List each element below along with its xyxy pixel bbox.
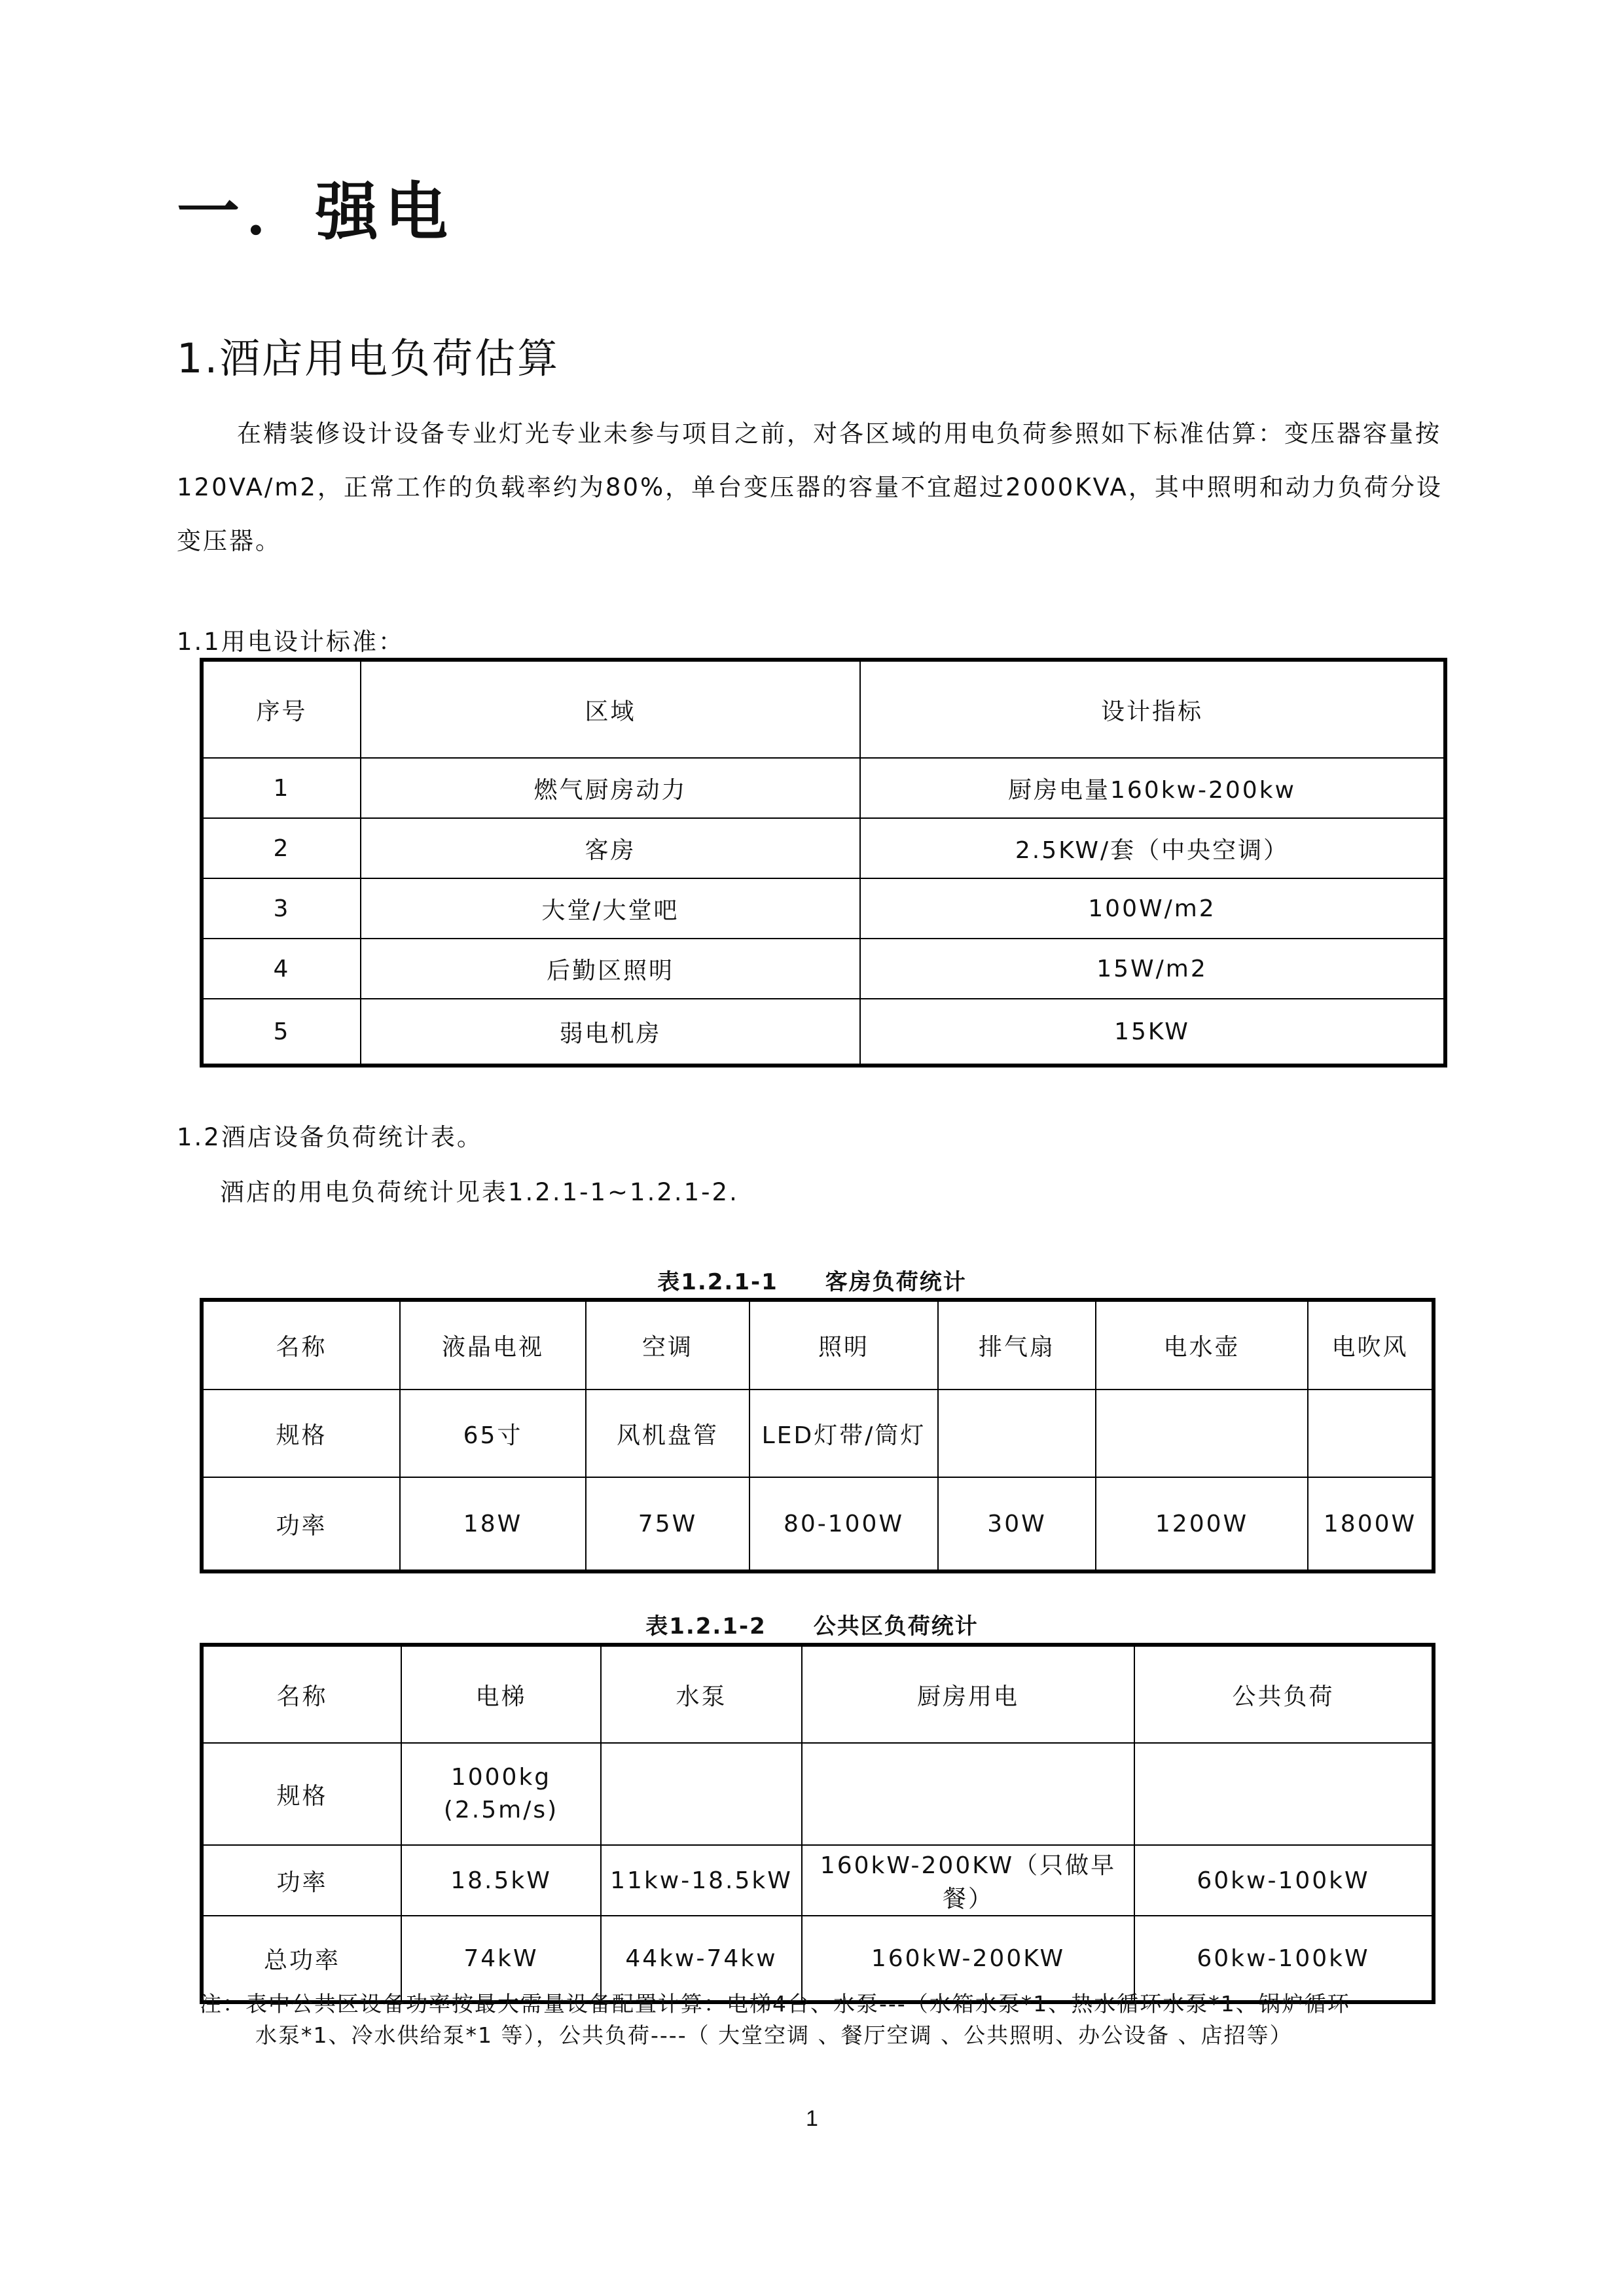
table-header-cell: 水泵 [601, 1645, 802, 1743]
table-cell: 规格 [202, 1390, 400, 1477]
table-header-cell: 公共负荷 [1134, 1645, 1434, 1743]
table-cell: 大堂/大堂吧 [361, 878, 860, 939]
table-row [202, 1477, 1434, 1571]
subsection-1-1-title: 1.1用电设计标准： [177, 628, 405, 656]
table-cell: 160kW-200KW（只做早餐） [802, 1845, 1134, 1916]
intro-paragraph: 在精装修设计设备专业灯光专业未参与项目之前，对各区域的用电负荷参照如下标准估算：变压器容量按120VA/m2，正常工作的负载率约为80%，单台变压器的容量不宜超过2000KVA，其中照明和动力负荷分设变压器。 [177, 420, 1443, 555]
table-cell: 15W/m2 [860, 939, 1445, 999]
table-cell [938, 1390, 1096, 1477]
table-cell: 44kw-74kw [601, 1916, 802, 2002]
spec-line: 1000kg [450, 1764, 552, 1791]
table-cell: 1800W [1308, 1477, 1434, 1571]
table-header-cell: 电吹风 [1308, 1300, 1434, 1390]
spec-line: (2.5m/s) [443, 1797, 559, 1823]
table-header-cell: 设计指标 [860, 660, 1445, 758]
public-area-load-table [200, 1643, 1435, 2004]
design-standard-table [200, 658, 1447, 1067]
table-header-cell: 空调 [586, 1300, 749, 1390]
table-cell: 3 [202, 878, 361, 939]
table-header-cell: 厨房用电 [802, 1645, 1134, 1743]
section-title: 1.酒店用电负荷估算 [177, 334, 560, 382]
table-cell: 2.5KW/套（中央空调） [860, 818, 1445, 878]
table-cell: 2 [202, 818, 361, 878]
table-row [202, 758, 1445, 818]
subsection-1-2-title: 1.2酒店设备负荷统计表。 [177, 1123, 483, 1151]
table-header-cell: 照明 [749, 1300, 938, 1390]
table-caption-public-area: 表1.2.1-2 公共区负荷统计 [645, 1613, 979, 1640]
table-header-row [202, 1300, 1434, 1390]
table-cell: 规格 [202, 1743, 401, 1845]
table-cell: 75W [586, 1477, 749, 1571]
table-header-cell: 液晶电视 [400, 1300, 586, 1390]
table-cell: 100W/m2 [860, 878, 1445, 939]
table-cell: 30W [938, 1477, 1096, 1571]
table-row [202, 1845, 1434, 1916]
note-line: 水泵*1、冷水供给泵*1 等），公共负荷----（ 大堂空调 、餐厅空调 、公共照明、办公设备 、店招等） [255, 2022, 1293, 2048]
table-cell: 总功率 [202, 1916, 401, 2002]
table-cell: 后勤区照明 [361, 939, 860, 999]
table-cell: 160kW-200KW [802, 1916, 1134, 2002]
table-cell: 功率 [202, 1845, 401, 1916]
table-header-cell: 名称 [202, 1300, 400, 1390]
table-cell: 80-100W [749, 1477, 938, 1571]
table-row [202, 1390, 1434, 1477]
table-header-row [202, 660, 1445, 758]
table-cell [401, 1743, 601, 1845]
table-cell: 74kW [401, 1916, 601, 2002]
table-cell: 11kw-18.5kW [601, 1845, 802, 1916]
table-header-cell: 序号 [202, 660, 361, 758]
table-cell: 1200W [1096, 1477, 1308, 1571]
table-header-cell: 区域 [361, 660, 860, 758]
table-cell: 1 [202, 758, 361, 818]
note-line: 注：表中公共区设备功率按最大需量设备配置计算：电梯4台、水泵---（水箱水泵*1、热水循环水泵*1、锅炉循环 [200, 1991, 1350, 2017]
table-cell: 60kw-100kW [1134, 1845, 1434, 1916]
table-caption-guest-room: 表1.2.1-1 客房负荷统计 [657, 1269, 967, 1295]
table-cell: 燃气厨房动力 [361, 758, 860, 818]
table-cell: 功率 [202, 1477, 400, 1571]
table-cell: 4 [202, 939, 361, 999]
table-header-row [202, 1645, 1434, 1743]
table-header-cell: 名称 [202, 1645, 401, 1743]
table-cell [1308, 1390, 1434, 1477]
table-cell: 客房 [361, 818, 860, 878]
guest-room-load-table [200, 1298, 1435, 1573]
page-heading: 一．强电 [177, 175, 454, 249]
table-cell: 18W [400, 1477, 586, 1571]
table-cell: LED灯带/筒灯 [749, 1390, 938, 1477]
page-number: 1 [806, 2106, 818, 2131]
table-cell: 65寸 [400, 1390, 586, 1477]
table-header-cell: 电梯 [401, 1645, 601, 1743]
table-cell [601, 1743, 802, 1845]
table-header-cell: 电水壶 [1096, 1300, 1308, 1390]
table-row [202, 999, 1445, 1066]
table-row [202, 818, 1445, 878]
subsection-1-2-text: 酒店的用电负荷统计见表1.2.1-1~1.2.1-2. [220, 1178, 739, 1206]
table-header-cell: 排气扇 [938, 1300, 1096, 1390]
table-note [200, 1988, 1443, 2051]
table-cell: 18.5kW [401, 1845, 601, 1916]
table-row [202, 878, 1445, 939]
table-cell [802, 1743, 1134, 1845]
table-cell: 风机盘管 [586, 1390, 749, 1477]
table-row [202, 939, 1445, 999]
table-cell [1134, 1743, 1434, 1845]
table-cell: 15KW [860, 999, 1445, 1066]
table-row [202, 1743, 1434, 1845]
table-cell: 5 [202, 999, 361, 1066]
table-cell: 厨房电量160kw-200kw [860, 758, 1445, 818]
table-cell: 弱电机房 [361, 999, 860, 1066]
table-cell [1096, 1390, 1308, 1477]
table-cell: 60kw-100kW [1134, 1916, 1434, 2002]
